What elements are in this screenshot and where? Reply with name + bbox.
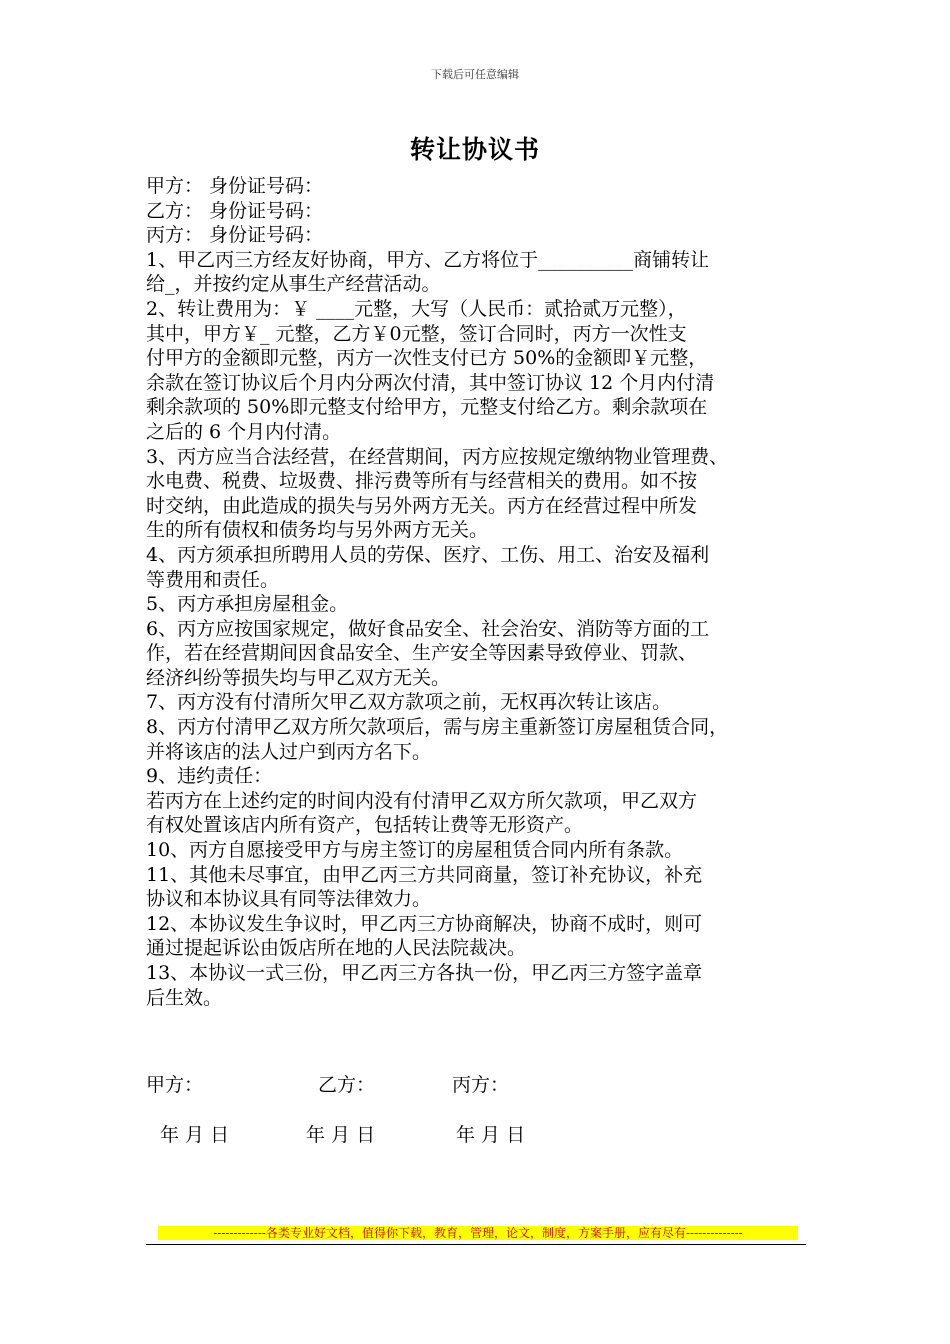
clause-line: 1、甲乙丙三方经友好协商，甲方、乙方将位于__________商铺转让 bbox=[146, 248, 710, 271]
party-b-line: 乙方： 身份证号码： bbox=[146, 199, 324, 222]
party-b-date: 年 月 日 bbox=[306, 1124, 376, 1146]
clause-line: 通过提起诉讼由饭店所在地的人民法院裁决。 bbox=[146, 937, 527, 960]
clause-line: 时交纳，由此造成的损失与另外两方无关。丙方在经营过程中所发 bbox=[146, 494, 698, 517]
clause-line: 5、丙方承担房屋租金。 bbox=[146, 593, 349, 616]
agreement-body bbox=[146, 174, 826, 1010]
party-b-signature-label: 乙方： bbox=[318, 1074, 376, 1096]
clause-line: 协议和本协议具有同等法律效力。 bbox=[146, 888, 432, 911]
clause-line: 水电费、税费、垃圾费、排污费等所有与经营相关的费用。如不按 bbox=[146, 470, 698, 493]
party-c-line: 丙方： 身份证号码： bbox=[146, 224, 324, 247]
clause-line: 4、丙方须承担所聘用人员的劳保、医疗、工伤、用工、治安及福利 bbox=[146, 543, 710, 566]
clause-line: 若丙方在上述约定的时间内没有付清甲乙双方所欠款项，甲乙双方 bbox=[146, 789, 698, 812]
clause-line: 其中，甲方￥_ 元整，乙方￥0元整，签订合同时，丙方一次性支 bbox=[146, 322, 687, 345]
clause-line: 给_，并按约定从事生产经营活动。 bbox=[146, 273, 441, 296]
clause-line: 余款在签订协议后个月内分两次付清，其中签订协议 12 个月内付清 bbox=[146, 371, 715, 394]
clause-line: 之后的 6 个月内付清。 bbox=[146, 420, 342, 443]
clause-line: 3、丙方应当合法经营，在经营期间，丙方应按规定缴纳物业管理费、 bbox=[146, 445, 729, 468]
signature-row bbox=[146, 1070, 846, 1096]
clause-line: 12、本协议发生争议时，甲乙丙三方协商解决，协商不成时，则可 bbox=[146, 912, 703, 935]
clause-line: 剩余款项的 50%即元整支付给甲方，元整支付给乙方。剩余款项在 bbox=[146, 396, 708, 419]
clause-line: 作，若在经营期间因食品安全、生产安全等因素导致停业、罚款、 bbox=[146, 642, 698, 665]
clause-line: 经济纠纷等损失均与甲乙双方无关。 bbox=[146, 666, 451, 689]
party-a-date: 年 月 日 bbox=[160, 1124, 230, 1146]
clause-line: 并将该店的法人过户到丙方名下。 bbox=[146, 740, 432, 763]
header-note: 下载后可任意编辑 bbox=[431, 68, 519, 81]
footer-banner: -------------各类专业好文档，值得你下载，教育，管理，论文，制度，方案手册，应有尽有-------------- bbox=[158, 1226, 798, 1240]
clause-line: 9、违约责任： bbox=[146, 765, 273, 788]
clause-line: 10、丙方自愿接受甲方与房主签订的房屋租赁合同内所有条款。 bbox=[146, 839, 684, 862]
clause-line: 付甲方的金额即元整，丙方一次性支付已方 50%的金额即￥元整， bbox=[146, 347, 708, 370]
party-a-line: 甲方： 身份证号码： bbox=[146, 175, 324, 197]
clause-line: 11、其他未尽事宜，由甲乙丙三方共同商量，签订补充协议，补充 bbox=[146, 863, 703, 886]
party-a-signature-label: 甲方： bbox=[146, 1074, 204, 1096]
clause-line: 8、丙方付清甲乙双方所欠款项后，需与房主重新签订房屋租赁合同， bbox=[146, 716, 729, 739]
clause-line: 有权处置该店内所有资产，包括转让费等无形资产。 bbox=[146, 814, 584, 837]
clause-line: 后生效。 bbox=[146, 986, 223, 1009]
document-title: 转让协议书 bbox=[409, 135, 540, 164]
clause-line: 7、丙方没有付清所欠甲乙双方款项之前，无权再次转让该店。 bbox=[146, 691, 672, 714]
clause-line: 等费用和责任。 bbox=[146, 568, 280, 591]
party-c-signature-label: 丙方： bbox=[452, 1074, 510, 1096]
date-row bbox=[160, 1120, 860, 1146]
clause-line: 生的所有债权和债务均与另外两方无关。 bbox=[146, 519, 489, 542]
clause-line: 6、丙方应按国家规定，做好食品安全、社会治安、消防等方面的工 bbox=[146, 617, 710, 640]
clause-line: 13、本协议一式三份，甲乙丙三方各执一份，甲乙丙三方签字盖章 bbox=[146, 962, 703, 984]
footer-rule bbox=[146, 1244, 806, 1245]
clause-line: 2、转让费用为：￥ ____元整，大写（人民币：贰拾贰万元整）， bbox=[146, 297, 687, 320]
party-c-date: 年 月 日 bbox=[456, 1124, 526, 1146]
